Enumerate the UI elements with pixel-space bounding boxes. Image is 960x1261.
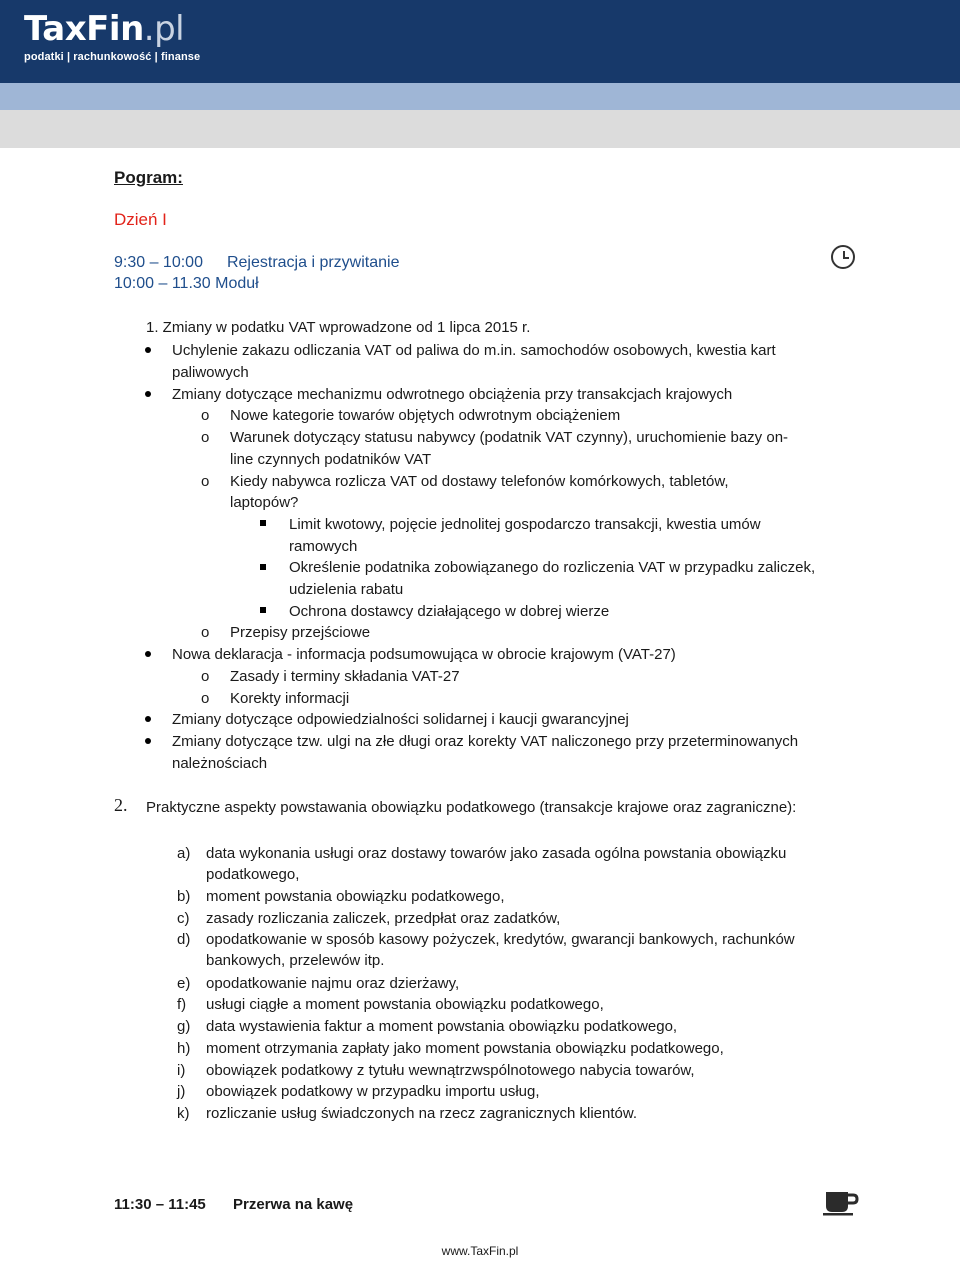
list-item-marker: d) bbox=[177, 931, 191, 948]
module-2-heading: Praktyczne aspekty powstawania obowiązku podatkowego (transakcje krajowe oraz zagraniczne): bbox=[146, 799, 797, 816]
module-1-bullet-5: Zmiany dotyczące tzw. ulgi na złe długi oraz korekty VAT naliczonego przy przeterminowanych bbox=[172, 733, 799, 750]
square-bullet-icon bbox=[260, 520, 266, 526]
module-1-sub-3: Kiedy nabywca rozlicza VAT od dostawy telefonów komórkowych, tabletów, bbox=[230, 473, 729, 490]
header-band bbox=[0, 83, 960, 110]
program-title: Pogram: bbox=[114, 168, 183, 187]
page-header bbox=[0, 0, 960, 83]
list-item-marker: a) bbox=[177, 845, 191, 862]
circle-bullet-icon: o bbox=[201, 473, 210, 490]
list-item: moment otrzymania zapłaty jako moment powstania obowiązku podatkowego, bbox=[206, 1040, 724, 1057]
circle-bullet-icon: o bbox=[201, 407, 210, 424]
schedule-row-2: 10:00 – 11.30 Moduł bbox=[114, 275, 259, 292]
module-1-point-1-cont: ramowych bbox=[289, 538, 358, 555]
module-1-sub-2: Warunek dotyczący statusu nabywcy (podatnik VAT czynny), uruchomienie bazy on- bbox=[230, 429, 789, 446]
module-1-heading: 1. Zmiany w podatku VAT wprowadzone od 1 lipca 2015 r. bbox=[146, 319, 531, 336]
list-item-cont: podatkowego, bbox=[206, 866, 300, 883]
module-1-point-2-cont: udzielenia rabatu bbox=[289, 581, 404, 598]
list-item-marker: k) bbox=[177, 1105, 190, 1122]
list-item: opodatkowanie w sposób kasowy pożyczek, kredytów, gwarancji bankowych, rachunków bbox=[206, 931, 795, 948]
list-item: data wykonania usługi oraz dostawy towarów jako zasada ogólna powstania obowiązku bbox=[206, 845, 787, 862]
list-item: rozliczanie usług świadczonych na rzecz zagranicznych klientów. bbox=[206, 1105, 638, 1122]
list-item-marker: g) bbox=[177, 1018, 191, 1035]
module-1-bullet-5-cont: należnościach bbox=[172, 755, 268, 772]
list-item-marker: c) bbox=[177, 910, 190, 927]
circle-bullet-icon: o bbox=[201, 429, 210, 446]
module-2-number: 2. bbox=[114, 795, 128, 815]
list-item: obowiązek podatkowy w przypadku importu usług, bbox=[206, 1083, 540, 1100]
bullet-icon bbox=[145, 716, 151, 722]
module-1-bullet-1: Uchylenie zakazu odliczania VAT od paliwa do m.in. samochodów osobowych, kwestia kart bbox=[172, 342, 776, 359]
module-1-bullet-3: Nowa deklaracja - informacja podsumowująca w obrocie krajowym (VAT-27) bbox=[172, 646, 676, 663]
module-1-sub-2-cont: line czynnych podatników VAT bbox=[230, 451, 432, 468]
module-1-sub-1: Nowe kategorie towarów objętych odwrotnym obciążeniem bbox=[230, 407, 621, 424]
schedule-row-1 bbox=[114, 254, 399, 272]
list-item-marker: h) bbox=[177, 1040, 191, 1057]
logo-tagline: podatki | rachunkowość | finanse bbox=[24, 51, 201, 63]
module-1-point-2: Określenie podatnika zobowiązanego do rozliczenia VAT w przypadku zaliczek, bbox=[289, 559, 816, 576]
footer-url[interactable]: www.TaxFin.pl bbox=[441, 1244, 519, 1258]
logo-main-text: TaxFin bbox=[24, 9, 144, 49]
bullet-icon bbox=[145, 391, 151, 397]
module-1-sub-5: Zasady i terminy składania VAT-27 bbox=[230, 668, 460, 685]
header-grey-strip bbox=[0, 110, 960, 148]
list-item: usługi ciągłe a moment powstania obowiązku podatkowego, bbox=[206, 996, 604, 1013]
module-1-point-1: Limit kwotowy, pojęcie jednolitej gospodarczo transakcji, kwestia umów bbox=[289, 516, 761, 533]
circle-bullet-icon: o bbox=[201, 624, 210, 641]
module-1-bullet-1-cont: paliwowych bbox=[172, 364, 249, 381]
break-text: Przerwa na kawę bbox=[233, 1196, 354, 1213]
list-item-marker: i) bbox=[177, 1062, 186, 1079]
list-item: zasady rozliczania zaliczek, przedpłat oraz zadatków, bbox=[206, 910, 561, 927]
bullet-icon bbox=[145, 651, 151, 657]
logo-domain-text: .pl bbox=[143, 9, 185, 49]
list-item-marker: e) bbox=[177, 975, 191, 992]
module-1-bullet-4: Zmiany dotyczące odpowiedzialności solidarnej i kaucji gwarancyjnej bbox=[172, 711, 629, 728]
list-item: moment powstania obowiązku podatkowego, bbox=[206, 888, 505, 905]
list-item: opodatkowanie najmu oraz dzierżawy, bbox=[206, 975, 460, 992]
list-item-marker: f) bbox=[177, 996, 187, 1013]
break-time: 11:30 – 11:45 bbox=[114, 1196, 206, 1213]
taxfin-logo[interactable] bbox=[24, 10, 200, 63]
list-item: obowiązek podatkowy z tytułu wewnątrzwspólnotowego nabycia towarów, bbox=[206, 1062, 695, 1079]
list-item-marker: b) bbox=[177, 888, 191, 905]
bullet-icon bbox=[145, 347, 151, 353]
square-bullet-icon bbox=[260, 564, 266, 570]
module-1-sub-3-cont: laptopów? bbox=[230, 494, 299, 511]
schedule-time: 9:30 – 10:00 bbox=[114, 254, 203, 271]
schedule-text: Rejestracja i przywitanie bbox=[226, 254, 400, 271]
list-item-cont: bankowych, przelewów itp. bbox=[206, 952, 385, 969]
module-1-bullet-2: Zmiany dotyczące mechanizmu odwrotnego obciążenia przy transakcjach krajowych bbox=[172, 386, 733, 403]
module-1-sub-4: Przepisy przejściowe bbox=[230, 624, 371, 641]
bullet-icon bbox=[145, 738, 151, 744]
list-item-marker: j) bbox=[177, 1083, 186, 1100]
square-bullet-icon bbox=[260, 607, 266, 613]
coffee-cup-icon bbox=[822, 1188, 862, 1216]
clock-icon bbox=[831, 245, 855, 269]
list-item: data wystawienia faktur a moment powstania obowiązku podatkowego, bbox=[206, 1018, 678, 1035]
module-1-sub-6: Korekty informacji bbox=[230, 690, 350, 707]
circle-bullet-icon: o bbox=[201, 668, 210, 685]
circle-bullet-icon: o bbox=[201, 690, 210, 707]
module-1-point-3: Ochrona dostawcy działającego w dobrej wierze bbox=[289, 603, 610, 620]
day-label: Dzień I bbox=[114, 210, 167, 229]
